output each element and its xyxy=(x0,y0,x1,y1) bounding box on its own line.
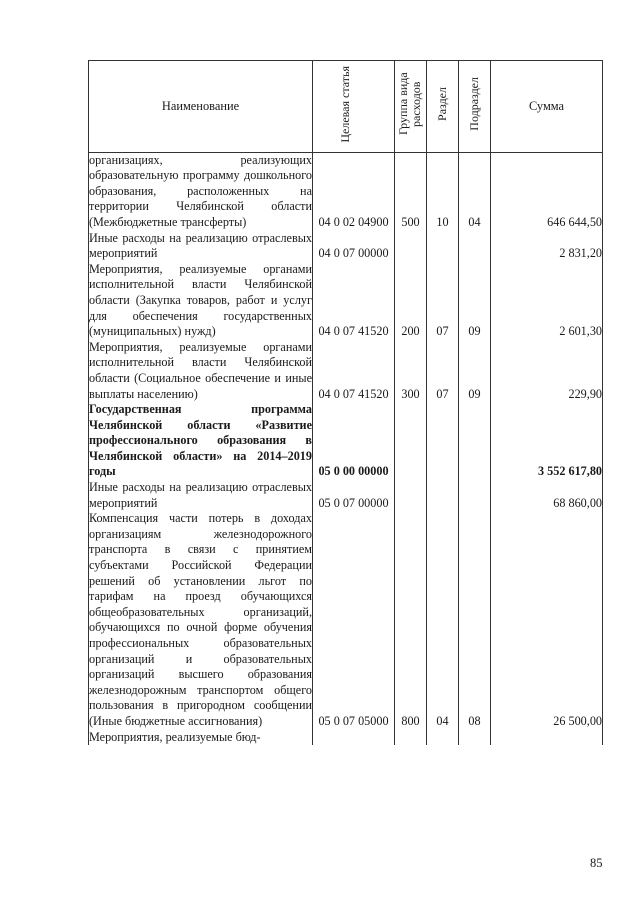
row-target-article: 04 0 07 41520 xyxy=(313,262,395,340)
table-row xyxy=(89,480,603,511)
row-section xyxy=(427,402,459,480)
table-row xyxy=(89,402,603,480)
row-subsection: 08 xyxy=(459,511,491,729)
row-amount: 646 644,50 xyxy=(491,152,603,230)
header-section: Раздел xyxy=(427,61,459,153)
table-row xyxy=(89,231,603,262)
row-target-article: 04 0 07 41520 xyxy=(313,340,395,402)
table-row xyxy=(89,730,603,746)
row-amount: 3 552 617,80 xyxy=(491,402,603,480)
row-name: Мероприятия, реализуемые органами исполнительной власти Челябинской области (Социальное обеспечение и иные выплаты населению) xyxy=(89,339,312,401)
row-subsection: 09 xyxy=(459,262,491,340)
row-amount xyxy=(491,730,603,746)
row-expense-group: 200 xyxy=(395,262,427,340)
page-number: 85 xyxy=(590,856,603,870)
row-subsection xyxy=(459,480,491,511)
row-name: Иные расходы на реализацию отраслевых мероприятий xyxy=(89,480,312,510)
row-expense-group xyxy=(395,730,427,746)
row-subsection: 04 xyxy=(459,152,491,230)
header-name: Наименование xyxy=(89,61,313,153)
row-subsection: 09 xyxy=(459,340,491,402)
table-row xyxy=(89,152,603,230)
row-amount: 68 860,00 xyxy=(491,480,603,511)
row-target-article xyxy=(313,730,395,746)
row-target-article: 04 0 07 00000 xyxy=(313,231,395,262)
row-expense-group xyxy=(395,480,427,511)
row-subsection xyxy=(459,402,491,480)
row-amount: 26 500,00 xyxy=(491,511,603,729)
row-section xyxy=(427,730,459,746)
header-expense-group: Группа вида расходов xyxy=(395,61,427,153)
row-section: 04 xyxy=(427,511,459,729)
row-expense-group: 800 xyxy=(395,511,427,729)
row-subsection xyxy=(459,231,491,262)
row-section xyxy=(427,480,459,511)
row-expense-group: 300 xyxy=(395,340,427,402)
table-row xyxy=(89,511,603,729)
budget-table xyxy=(88,60,603,745)
row-target-article: 04 0 02 04900 xyxy=(313,152,395,230)
row-amount: 2 831,20 xyxy=(491,231,603,262)
row-section xyxy=(427,231,459,262)
table-row xyxy=(89,262,603,340)
row-expense-group xyxy=(395,231,427,262)
row-section: 07 xyxy=(427,340,459,402)
row-subsection xyxy=(459,730,491,746)
row-target-article: 05 0 00 00000 xyxy=(313,402,395,480)
row-amount: 229,90 xyxy=(491,340,603,402)
header-target-article: Целевая статья xyxy=(313,61,395,153)
header-amount: Сумма xyxy=(491,61,603,153)
table-body xyxy=(89,152,603,745)
row-name: Мероприятия, реализуемые органами исполнительной власти Челябинской области (Закупка товаров, работ и услуг для обеспечения государственных (муниципальных) нужд) xyxy=(89,261,312,339)
row-section: 10 xyxy=(427,152,459,230)
row-section: 07 xyxy=(427,262,459,340)
row-amount: 2 601,30 xyxy=(491,262,603,340)
row-name: Компенсация части потерь в доходах организациям железнодорожного транспорта в связи с принятием субъектами Российской Федерации решений об установлении льгот по тарифам на проезд обучающихся общеобразовательных организаций, обучающихся по очной форме обучения профессиональных образовательных организаций и образовательных организаций высшего образования железнодорожным транспортом общего пользования в пригородном сообщении (Иные бюджетные ассигнования) xyxy=(89,511,312,728)
row-target-article: 05 0 07 05000 xyxy=(313,511,395,729)
row-name: Государственная программа Челябинской области «Развитие профессионального образования в Челябинской области» на 2014–2019 годы xyxy=(89,402,312,479)
row-target-article: 05 0 07 00000 xyxy=(313,480,395,511)
header-subsection: Подраздел xyxy=(459,61,491,153)
row-expense-group: 500 xyxy=(395,152,427,230)
table-header xyxy=(89,61,603,153)
table-row xyxy=(89,340,603,402)
row-name: организациях, реализующих образовательную программу дошкольного образования, расположенных на территории Челябинской области (Межбюджетные трансферты) xyxy=(89,152,312,229)
row-name: Иные расходы на реализацию отраслевых мероприятий xyxy=(89,230,312,261)
row-expense-group xyxy=(395,402,427,480)
row-name: Мероприятия, реализуемые бюд- xyxy=(89,730,313,746)
